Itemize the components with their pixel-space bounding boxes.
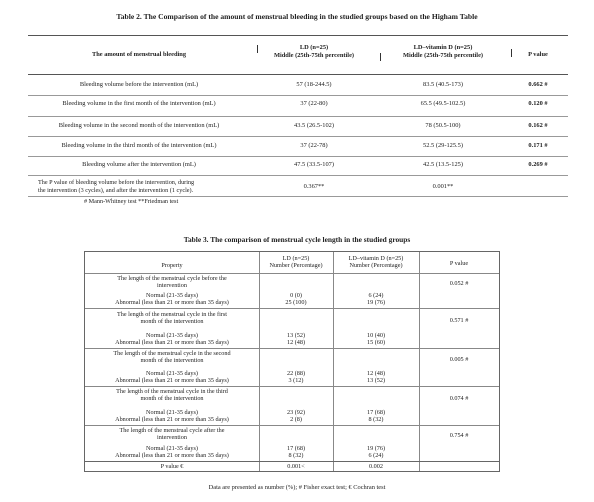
ld-abnormal-value: 12 (48) xyxy=(286,339,306,346)
row-p-value: 0.171 # xyxy=(528,142,548,149)
table2-header-pvalue: P value xyxy=(528,51,548,58)
row-rule xyxy=(28,136,568,137)
ld-normal-value: 13 (52) xyxy=(286,332,306,339)
table3-header-ld xyxy=(259,255,333,269)
table2-header-vd xyxy=(378,44,508,60)
ld-abnormal-value: 3 (12) xyxy=(288,377,304,384)
row-p-value: 0.269 # xyxy=(528,161,548,168)
vd-normal-value: 12 (48) xyxy=(366,370,386,377)
abnormal-label: Abnormal (less than 21 or more than 35 days) xyxy=(115,416,229,423)
group-title xyxy=(85,311,259,325)
vd-abnormal-value: 15 (60) xyxy=(366,339,386,346)
table2-top-rule xyxy=(28,35,568,36)
ld-abnormal-value: 25 (100) xyxy=(285,299,307,306)
group-title-line1: The length of the menstrual cycle in the third xyxy=(116,388,228,395)
table2-header-ld xyxy=(250,44,378,60)
group-title xyxy=(85,275,259,289)
pvalue-row-ld: 0.001< xyxy=(287,463,305,470)
header-ld-line2: Middle (25th-75th percentile) xyxy=(273,52,355,59)
group-p-value: 0.571 # xyxy=(449,317,469,324)
header-vd-line2: Number (Percentage) xyxy=(349,262,403,269)
row-label: Bleeding volume after the intervention (mL) xyxy=(82,161,196,168)
group-title-line2: intervention xyxy=(157,434,187,441)
table3-header-pvalue: P value xyxy=(449,260,469,267)
normal-label: Normal (21-35 days) xyxy=(146,409,198,416)
row-label: Bleeding volume in the second month of the intervention (mL) xyxy=(58,122,220,129)
group-title-line2: month of the intervention xyxy=(140,357,204,364)
pvalue-row-ld: 0.367** xyxy=(303,183,325,190)
normal-label: Normal (21-35 days) xyxy=(146,332,198,339)
table3-header-property: Property xyxy=(161,262,183,269)
col-divider xyxy=(419,462,420,471)
vd-normal-value: 6 (24) xyxy=(368,292,384,299)
ld-abnormal-value: 8 (32) xyxy=(288,452,304,459)
row-vd-value: 52.5 (29-125.5) xyxy=(423,142,463,149)
row-rule xyxy=(28,95,568,96)
table2-header xyxy=(28,40,568,70)
table3-pvalue-row xyxy=(84,462,500,472)
pvalue-row-label: P value € xyxy=(160,463,184,470)
group-title-line1: The length of the menstrual cycle in the first xyxy=(117,311,227,318)
vd-abnormal-value: 6 (24) xyxy=(368,452,384,459)
row-p-value: 0.162 # xyxy=(528,122,548,129)
row-ld-value: 43.5 (26.5-102) xyxy=(294,122,334,129)
ld-normal-value: 17 (68) xyxy=(286,445,306,452)
ld-abnormal-value: 2 (8) xyxy=(290,416,302,423)
table2-footnote: # Mann-Whitney test **Friedman test xyxy=(84,198,179,205)
ld-normal-value: 0 (0) xyxy=(290,292,302,299)
row-rule xyxy=(85,348,499,349)
group-p-value: 0.074 # xyxy=(449,395,469,402)
ld-normal-value: 22 (88) xyxy=(286,370,306,377)
normal-label: Normal (21-35 days) xyxy=(146,445,198,452)
row-p-value: 0.120 # xyxy=(528,100,548,107)
group-title xyxy=(85,350,259,364)
header-ld-line1: LD (n=25) xyxy=(282,255,310,262)
row-rule xyxy=(85,308,499,309)
group-p-value: 0.754 # xyxy=(449,432,469,439)
header-vd-line2: Middle (25th-75th percentile) xyxy=(402,52,484,59)
normal-label: Normal (21-35 days) xyxy=(146,292,198,299)
abnormal-label: Abnormal (less than 21 or more than 35 days) xyxy=(115,452,229,459)
pvalue-label-line2: the intervention (3 cycles), and after the intervention (1 cycle). xyxy=(38,186,194,194)
vd-abnormal-value: 8 (32) xyxy=(368,416,384,423)
pvalue-label-line1: The P value of bleeding volume before the intervention, during xyxy=(38,179,195,186)
vd-normal-value: 17 (68) xyxy=(366,409,386,416)
group-title-line1: The length of the menstrual cycle before the xyxy=(117,275,227,282)
table3 xyxy=(84,251,500,462)
group-title-line2: month of the intervention xyxy=(140,395,204,402)
ld-normal-value: 23 (92) xyxy=(286,409,306,416)
header-ld-line2: Number (Percentage) xyxy=(269,262,323,269)
row-rule xyxy=(85,386,499,387)
row-label: Bleeding volume in the first month of the intervention (mL) xyxy=(62,100,216,107)
group-title-line2: month of the intervention xyxy=(140,318,204,325)
table2-header-amount: The amount of menstrual bleeding xyxy=(91,51,187,58)
vd-abnormal-value: 13 (52) xyxy=(366,377,386,384)
group-title xyxy=(85,388,259,402)
pvalue-row-vd: 0.001** xyxy=(432,183,454,190)
vd-normal-value: 19 (76) xyxy=(366,445,386,452)
row-vd-value: 78 (50.5-100) xyxy=(425,122,461,129)
table2-bottom-rule xyxy=(28,196,568,197)
row-label: Bleeding volume in the third month of the intervention (mL) xyxy=(61,142,217,149)
table2-header-rule xyxy=(28,74,568,75)
row-rule xyxy=(85,425,499,426)
row-ld-value: 47.5 (33.5-107) xyxy=(294,161,334,168)
row-vd-value: 42.5 (13.5-125) xyxy=(423,161,463,168)
group-p-value: 0.052 # xyxy=(449,280,469,287)
group-title xyxy=(85,427,259,441)
row-ld-value: 37 (22-80) xyxy=(300,100,328,107)
row-ld-value: 37 (22-78) xyxy=(300,142,328,149)
col-divider xyxy=(333,252,334,461)
group-p-value: 0.005 # xyxy=(449,356,469,363)
vd-abnormal-value: 19 (76) xyxy=(366,299,386,306)
row-p-value: 0.662 # xyxy=(528,81,548,88)
abnormal-label: Abnormal (less than 21 or more than 35 days) xyxy=(115,377,229,384)
header-vd-line1: LD–vitamin D (n=25) xyxy=(348,255,404,262)
table3-footnote: Data are presented as number (%); # Fisher exact test; € Cochran test xyxy=(208,484,386,491)
group-title-line1: The length of the menstrual cycle in the second xyxy=(113,350,231,357)
row-rule xyxy=(28,116,568,117)
header-ld-line1: LD (n=25) xyxy=(299,44,329,51)
row-vd-value: 65.5 (49.5-102.5) xyxy=(420,100,466,107)
table3-title: Table 3. The comparison of menstrual cycle length in the studied groups xyxy=(183,235,411,244)
group-title-line2: intervention xyxy=(157,282,187,289)
vd-normal-value: 10 (40) xyxy=(366,332,386,339)
col-divider xyxy=(259,252,260,461)
row-vd-value: 83.5 (40.5-173) xyxy=(423,81,463,88)
pvalue-row-label xyxy=(38,179,278,194)
abnormal-label: Abnormal (less than 21 or more than 35 days) xyxy=(115,339,229,346)
row-rule xyxy=(85,273,499,274)
table2-title: Table 2. The Comparison of the amount of menstrual bleeding in the studied groups based on the Higham Table xyxy=(116,12,478,21)
row-rule xyxy=(28,156,568,157)
header-vd-line1: LD–vitamin D (n=25) xyxy=(413,44,473,51)
abnormal-label: Abnormal (less than 21 or more than 35 days) xyxy=(115,299,229,306)
row-ld-value: 57 (18-244.5) xyxy=(296,81,332,88)
table3-header-vd xyxy=(333,255,419,269)
row-label: Bleeding volume before the intervention (mL) xyxy=(79,81,199,88)
group-title-line1: The length of the menstrual cycle after the xyxy=(119,427,225,434)
row-rule xyxy=(28,175,568,176)
normal-label: Normal (21-35 days) xyxy=(146,370,198,377)
pvalue-row-vd: 0.002 xyxy=(369,463,383,470)
